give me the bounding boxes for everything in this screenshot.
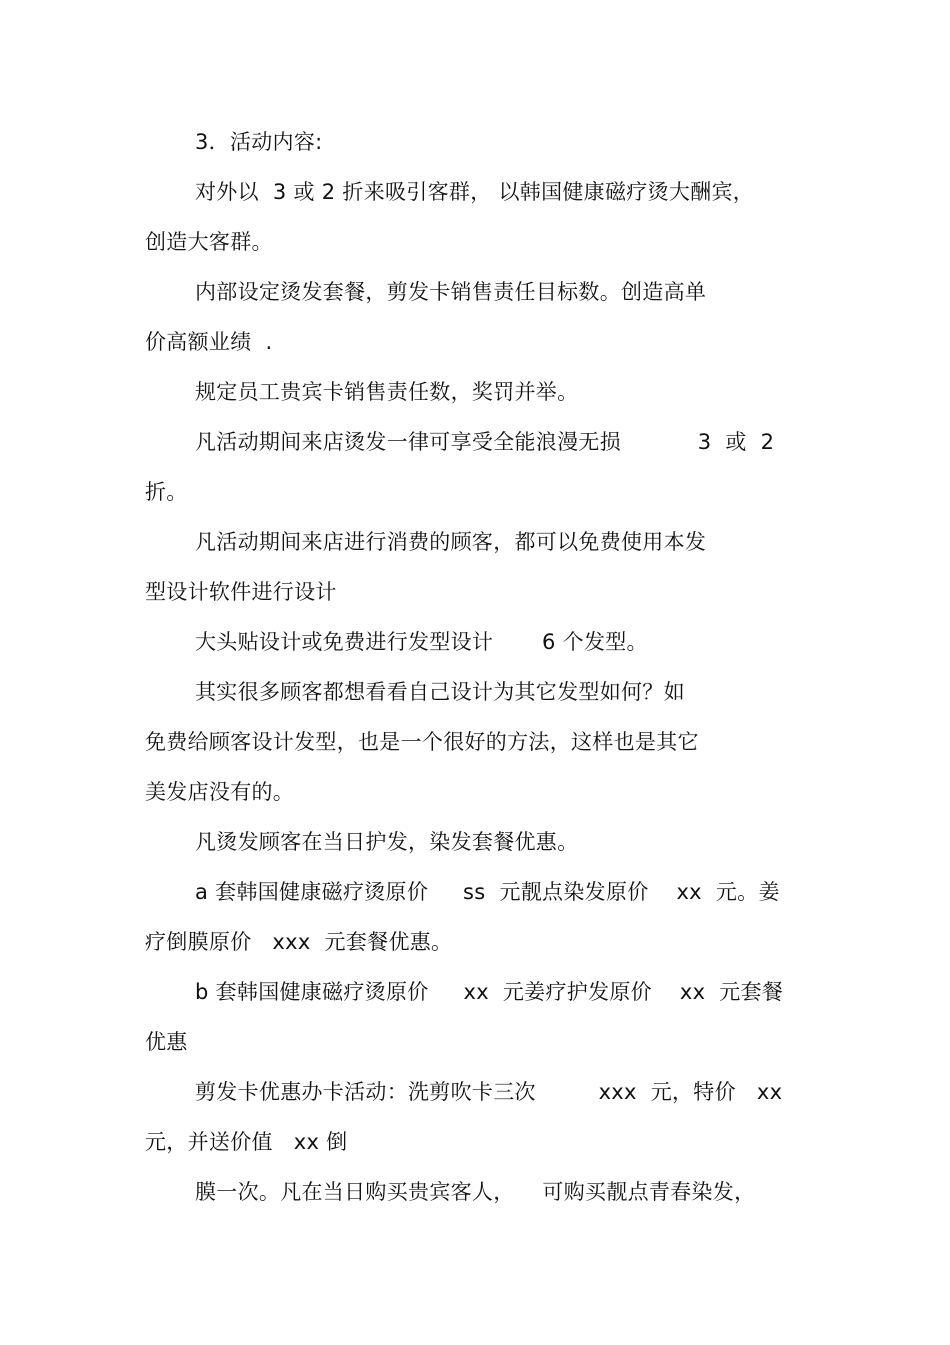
text-line-22: 膜一次。凡在当日购买贵宾客人， 可购买靓点青春染发， [195,1180,756,1204]
text-line-4: 内部设定烫发套餐，剪发卡销售责任目标数。创造高单 [195,280,707,304]
text-line-5: 价高额业绩 . [145,330,273,354]
text-line-12: 其实很多顾客都想看看自己设计为其它发型如何？如 [195,680,685,704]
text-line-6: 规定员工贵宾卡销售责任数，奖罚并举。 [195,380,579,404]
text-line-9: 凡活动期间来店进行消费的顾客，都可以免费使用本发 [195,530,707,554]
text-line-8: 折。 [145,480,188,504]
text-line-17: 疗倒膜原价 xxx 元套餐优惠。 [145,930,453,954]
text-line-13: 免费给顾客设计发型，也是一个很好的方法，这样也是其它 [145,730,699,754]
text-line-19: 优惠 [145,1030,188,1054]
text-line-1: 3．活动内容: [195,130,323,154]
text-line-16: a 套韩国健康磁疗烫原价 ss 元靓点染发原价 xx 元。姜 [195,880,780,904]
text-line-18: b 套韩国健康磁疗烫原价 xx 元姜疗护发原价 xx 元套餐 [195,980,784,1004]
text-line-11: 大头贴设计或免费进行发型设计 6 个发型。 [195,630,648,654]
text-line-14: 美发店没有的。 [145,780,295,804]
text-line-7: 凡活动期间来店烫发一律可享受全能浪漫无损 3 或 2 [195,430,775,454]
text-line-15: 凡烫发顾客在当日护发，染发套餐优惠。 [195,830,579,854]
text-line-21: 元，并送价值 xx 倒 [145,1130,348,1154]
text-line-2: 对外以 3 或 2 折来吸引客群， 以韩国健康磁疗烫大酬宾， [195,180,755,204]
text-line-3: 创造大客群。 [145,230,273,254]
text-line-10: 型设计软件进行设计 [145,580,337,604]
text-line-20: 剪发卡优惠办卡活动：洗剪吹卡三次 xxx 元，特价 xx [195,1080,783,1104]
